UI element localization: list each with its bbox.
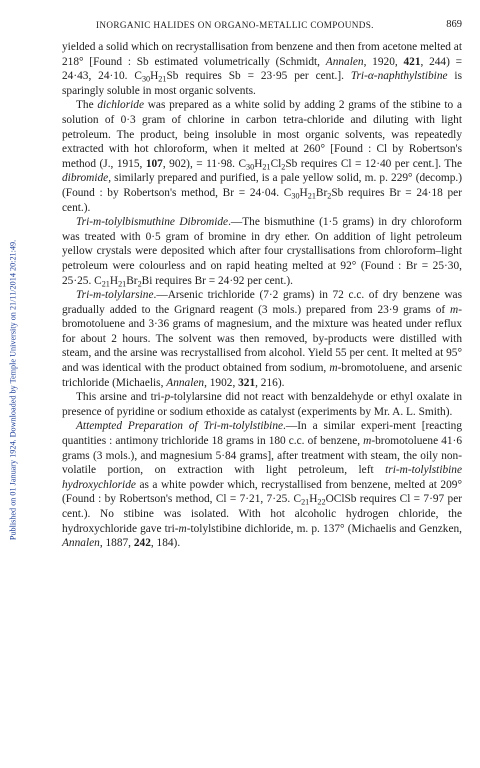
download-watermark xyxy=(6,40,19,740)
paragraph-tolylarsine: Tri-m-tolylarsine.—Arsenic trichloride (7·2 grams) in 72 c.c. of dry benzene was gradually added to the Grignard reagent (3 mols.) prepared from 23·9 grams of m-bromotoluene and 3·36 grams of magnesium, and the mixture was heated under reflux for about 2 hours. The solvent was then removed, by-products were distilled with steam, and the arsine was recrystallised from alcohol. Yield 55 per cent. It melted at 95° and was identical with the product obtained from sodium, m-bromotoluene, and arsenic trichloride (Michaelis, Annalen, 1902, 321, 216). xyxy=(62,289,462,389)
download-notice[interactable]: Published on 01 January 1924. Downloaded by Temple University on 21/11/2014 20:21:49. xyxy=(8,239,17,541)
paragraph-bismuthine-dibromide: Tri-m-tolylbismuthine Dibromide.—The bismuthine (1·5 grams) in dry chloroform was treated with 0·5 gram of bromine in dry ether. On addition of light petroleum yellow crystals were deposited which after four crystallisations from chloroform–light petroleum were colourless and on rapid heating melted at 92° (Found : Br = 25·30, 25·25. $C_{21}H_{21}Br_2Bi$ requires Br = 24·92 per cent.). xyxy=(62,216,462,288)
paragraph-stibine-melting: yielded a solid which on recrystallisation from benzene and then from acetone melted at 218° [Found : Sb estimated volumetrically (Schmidt, Annalen, 1920, 421, 244) = 24·43, 24·10. $C_{30}H_{21}Sb$ requires Sb = 23·95 per cent.]. Tri-α-naphthylstibine is sparingly soluble in most organic solvents. xyxy=(62,41,463,97)
running-header xyxy=(62,20,462,34)
paragraph-attempted-preparation: Attempted Preparation of Tri-m-tolylstibine.—In a similar experi-ment [reacting quantities : antimony trichloride 18 grams in 180 c.c. of benzene, m-bromotoluene 41·6 grams (3 mols.), and magnesium 5·84 grams], after treatment with steam, the oily non-volatile portion, on extraction with light petroleum, left tri-m-tolylstibine hydroxychloride as a white powder which, recrystallised from benzene, melted at 209° (Found : by Robertson's method, Cl = 7·21, 7·25. $C_{21}H_{22}OClSb$ requires Cl = 7·97 per cent.). No stibine was isolated. With hot alcoholic hydrogen chloride, the hydroxychloride gave tri-m-tolylstibine dichloride, m. p. 137° (Michaelis and Genzken, Annalen, 1887, 242, 184). xyxy=(62,420,463,550)
paragraph-arsine-reactivity: This arsine and tri-p-tolylarsine did not react with benzaldehyde or ethyl oxalate in presence of pyridine or sodium ethoxide as catalyst (experiments by Mr. A. L. Smith). xyxy=(62,391,462,418)
paragraph-dichloride: The dichloride was prepared as a white solid by adding 2 grams of the stibine to a solution of 0·3 gram of chlorine in carbon tetra-chloride and diluting with light petroleum. The product, being insoluble in most organic solvents, was repeatedly extracted with hot chloroform, when it melted at 260° [Found : Cl by Robertson's method (J., 1915, 107, 902), = 11·98. $C_{30}H_{21}Cl_2Sb$ requires Cl = 12·40 per cent.]. The dibromide, similarly prepared and purified, is a pale yellow solid, m. p. 229° (decomp.) (Found : by Robertson's method, Br = 24·04. $C_{30}H_{21}Br_2Sb$ requires Br = 24·18 per cent.). xyxy=(62,99,463,214)
article-body xyxy=(62,40,462,551)
running-title: INORGANIC HALIDES ON ORGANO-METALLIC COMPOUNDS. xyxy=(96,20,374,30)
page-number: 869 xyxy=(446,19,462,30)
